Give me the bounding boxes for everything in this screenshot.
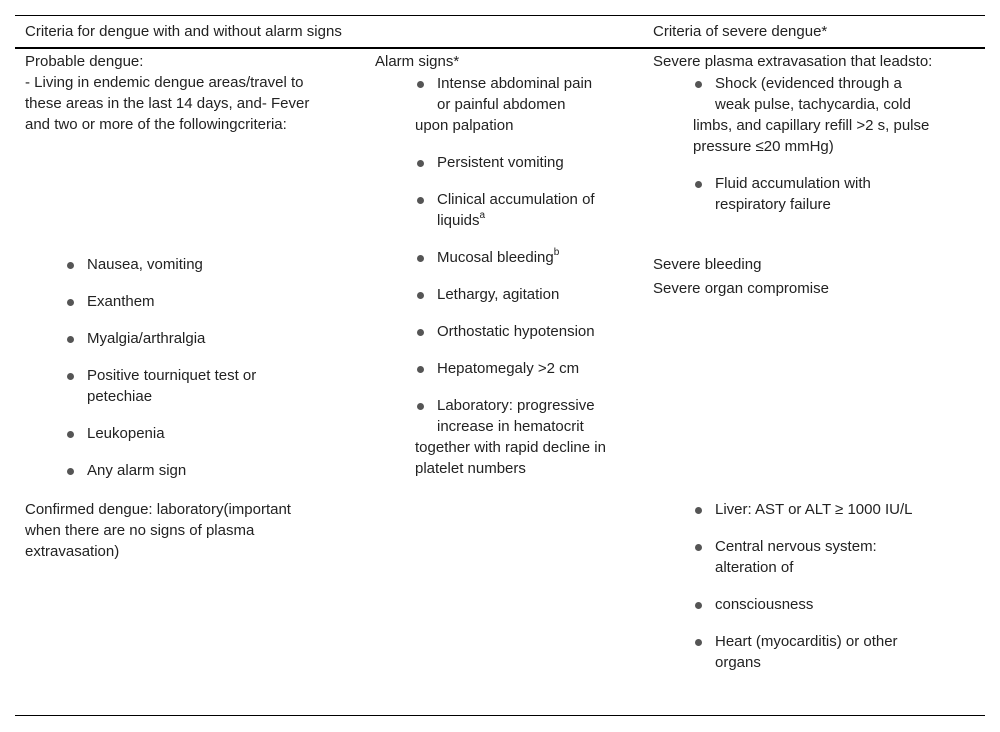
list-item: Clinical accumulation of liquids$^a$ [417, 189, 617, 231]
bullet-icon [417, 255, 424, 262]
table-top-rule [15, 15, 985, 16]
list-item-continuation: together with rapid decline in platelet numbers [415, 439, 606, 477]
bullet-icon [417, 292, 424, 299]
list-item: Any alarm sign [67, 460, 317, 481]
bullet-icon [67, 373, 74, 380]
list-item: Intense abdominal pain or painful abdomen [417, 73, 617, 115]
bullet-icon [67, 262, 74, 269]
list-item: Nausea, vomiting [67, 254, 317, 275]
list-item-continuation: limbs, and capillary refill >2 s, pulse pressure ≤20 mmHg) [693, 117, 930, 155]
probable-dengue-title: Probable dengue: [25, 53, 144, 70]
list-item: Hepatomegaly >2 cm [417, 358, 627, 379]
list-item: Positive tourniquet test or petechiae [67, 365, 282, 407]
list-item: Orthostatic hypotension [417, 321, 627, 342]
bullet-icon [417, 197, 424, 204]
list-item: Heart (myocarditis) or other organs [695, 631, 910, 673]
bullet-icon [695, 81, 702, 88]
list-item: Lethargy, agitation [417, 284, 627, 305]
list-item: Fluid accumulation with respiratory failure [695, 173, 905, 215]
bullet-icon [695, 507, 702, 514]
list-item: Liver: AST or ALT ≥ 1000 IU/L [695, 499, 955, 520]
plasma-extravasation-title: Severe plasma extravasation that leadsto: [653, 53, 933, 70]
list-item: Shock (evidenced through a weak pulse, tachycardia, cold [695, 73, 925, 115]
header-rule [15, 47, 985, 49]
bullet-icon [67, 431, 74, 438]
list-item: Exanthem [67, 291, 317, 312]
bullet-icon [417, 403, 424, 410]
bullet-icon [417, 329, 424, 336]
list-item: Laboratory: progressive increase in hematocrit [417, 395, 617, 437]
bullet-icon [417, 160, 424, 167]
confirmed-dengue-text: Confirmed dengue: laboratory(important when there are no signs of plasma extravasation) [25, 501, 291, 560]
bullet-icon [67, 336, 74, 343]
bullet-icon [695, 639, 702, 646]
bullet-icon [695, 602, 702, 609]
list-item: Central nervous system: alteration of [695, 536, 905, 578]
list-item: Mucosal bleeding$^b$ [417, 247, 627, 268]
bullet-icon [67, 299, 74, 306]
list-item-continuation: upon palpation [415, 117, 514, 134]
severe-organ-label: Severe organ compromise [653, 280, 829, 297]
alarm-signs-title: Alarm signs* [375, 53, 460, 70]
bullet-icon [67, 468, 74, 475]
bullet-icon [695, 181, 702, 188]
header-criteria-alarm: Criteria for dengue with and without alarm signs [25, 23, 342, 40]
bullet-icon [417, 366, 424, 373]
list-item: consciousness [695, 594, 905, 615]
table-bottom-rule [15, 715, 985, 716]
bullet-icon [417, 81, 424, 88]
list-item: Persistent vomiting [417, 152, 627, 173]
probable-dengue-text: - Living in endemic dengue areas/travel to these areas in the last 14 days, and- Fever and two or more of the followingcriteria: [25, 74, 310, 133]
list-item: Myalgia/arthralgia [67, 328, 317, 349]
header-criteria-severe: Criteria of severe dengue* [653, 23, 828, 40]
bullet-icon [695, 544, 702, 551]
severe-bleeding-label: Severe bleeding [653, 256, 762, 273]
list-item: Leukopenia [67, 423, 317, 444]
